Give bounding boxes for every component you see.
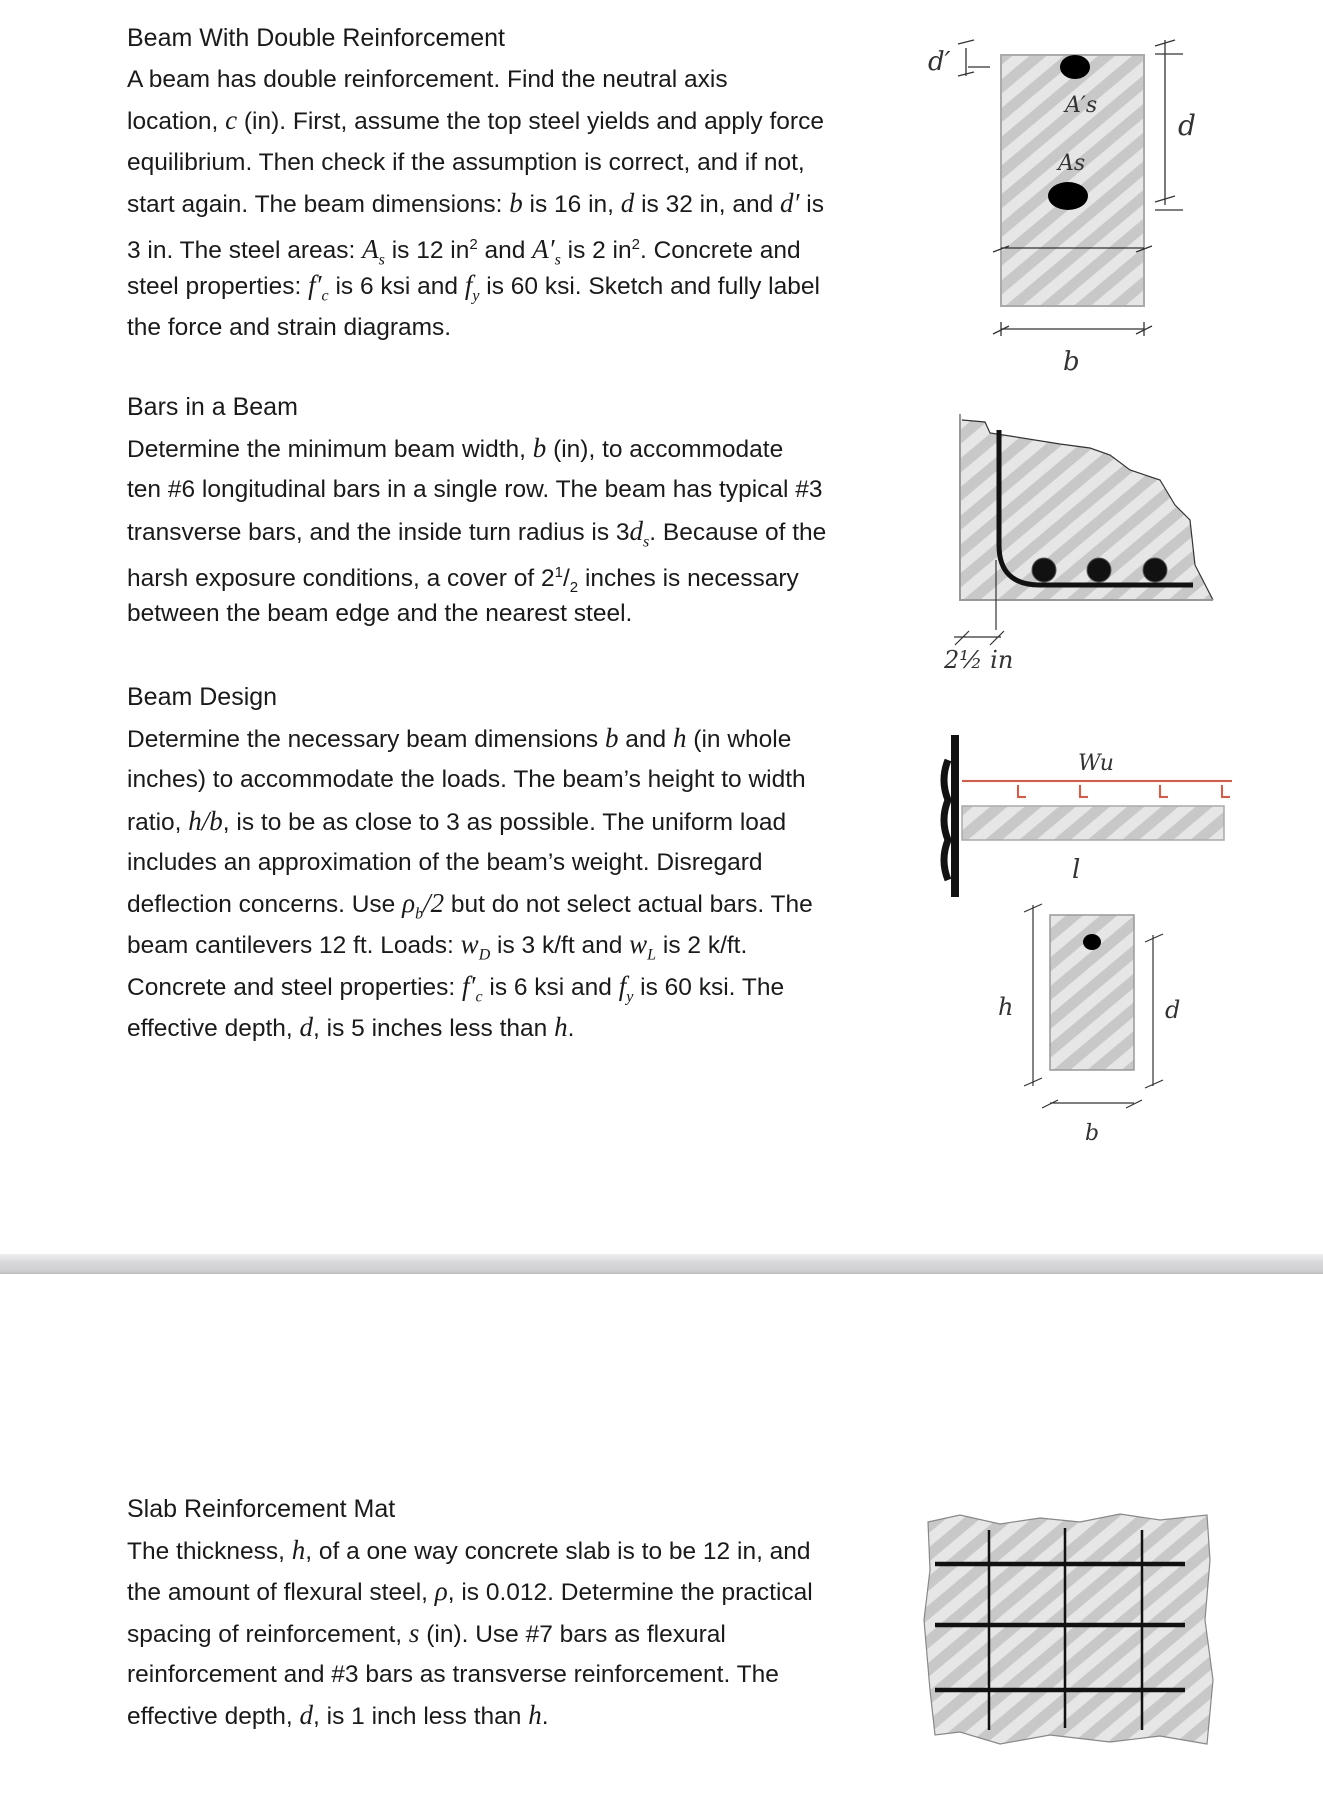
math-symbol: h [528,1700,542,1731]
problem-text-line: beam cantilevers 12 ft. Loads: $w_D$ is 3 k/ft and $w_L$ is 2 k/ft. [127,929,748,964]
problem-text-line: spacing of reinforcement, s (in). Use #7 bars as flexural [127,1617,726,1648]
math-symbol: h [291,1535,306,1565]
problem-text-line: start again. The beam dimensions: b is 16 in, d is 32 in, and d′ is [127,187,824,218]
problem-text-line: location, c (in). First, assume the top steel yields and apply force [127,105,824,136]
math-symbol: $f_y$ [618,970,634,1006]
problem-title: Bars in a Beam [127,393,298,421]
cover-label: 2½ in [944,646,1014,674]
math-symbol: $d_s$ [629,515,650,550]
math-symbol: h [672,723,687,753]
problem-text-line: A beam has double reinforcement. Find the neutral axis [127,66,728,93]
problem-text-line: ten #6 longitudinal bars in a single row. The beam has typical #3 [127,476,823,504]
math-symbol: ρ [434,1576,448,1607]
problem-text-line: inches) to accommodate the loads. The beam’s height to width [127,766,806,794]
math-symbol: b [509,187,523,218]
problem-title: Beam Design [127,683,278,711]
h-label: h [998,993,1014,1021]
math-symbol: /2 [423,888,445,919]
math-symbol: $w_L$ [629,929,657,964]
bars-in-beam-figure [943,414,1213,674]
math-symbol: $A'_s$ [532,234,561,269]
math-symbol: $f'_c$ [462,970,483,1006]
problem-title: Slab Reinforcement Mat [127,1495,396,1523]
math-symbol: $f_y$ [464,270,480,305]
problem-text-line: reinforcement and #3 bars as transverse reinforcement. The [127,1660,779,1688]
problem-text-line: between the beam edge and the nearest steel. [127,600,633,628]
problem-text-line: harsh exposure conditions, a cover of $2^1/_2$ inches is necessary [127,563,799,596]
b-label: b [1085,1121,1100,1146]
math-symbol: c [225,105,238,136]
problem-text-line: deflection concerns. Use $\rho_b/2$ but do not select actual bars. The [127,888,813,923]
math-symbol: s [408,1617,420,1648]
math-symbol: h/b [188,805,223,836]
math-symbol: b [604,723,619,753]
math-symbol: $A_s$ [362,234,385,269]
as-prime-label: A′s [1065,93,1098,118]
problem-text-line: Determine the minimum beam width, b (in), to accommodate [127,433,784,463]
problem-text-line: effective depth, d, is 1 inch less than h. [127,1700,549,1731]
problem-text-line: equilibrium. Then check if the assumption is correct, and if not, [127,148,805,176]
double-reinforced-section-figure [928,40,1196,377]
problem-text-line: Determine the necessary beam dimensions b and h (in whole [127,723,792,753]
problem-text-line: The thickness, h, of a one way concrete slab is to be 12 in, and [127,1535,811,1565]
problem-text-line: steel properties: $f'_c$ is 6 ksi and $f_y$ is 60 ksi. Sketch and fully label [127,270,820,305]
math-symbol: d [299,1012,314,1043]
math-symbol: d′ [780,187,800,218]
cantilever-figure [944,735,1232,1146]
problem-text-line: ratio, h/b, is to be as close to 3 as possible. The uniform load [127,805,787,836]
as-label: As [1058,151,1086,176]
problem-text-line: the force and strain diagrams. [127,313,452,341]
math-symbol: $f'_c$ [308,270,329,305]
problem-text-line: Concrete and steel properties: $f'_c$ is 6 ksi and $f_y$ is 60 ksi. The [127,970,785,1006]
wu-label: Wu [1078,751,1114,776]
problem-text-line: the amount of flexural steel, ρ, is 0.012. Determine the practical [127,1576,813,1607]
problem-text-line: 3 in. The steel areas: $A_s$ is 12 $in^2$ and $A'_s$ is 2 $in^2$. Concrete and [127,234,801,269]
problem-text-line: transverse bars, and the inside turn radius is $3d_s$. Because of the [127,515,827,550]
d-prime-label: d′ [928,47,951,77]
math-symbol: $\rho_b$ [402,888,424,923]
math-symbol: d [620,187,635,218]
d-label: d [1178,109,1196,142]
l-label: l [1072,855,1081,885]
slab-mat-figure [924,1514,1213,1744]
problem-text-line: includes an approximation of the beam’s weight. Disregard [127,848,763,876]
math-symbol: d [299,1700,314,1731]
math-symbol: b [532,433,547,463]
problem-title: Beam With Double Reinforcement [127,24,505,52]
b-label: b [1063,347,1080,377]
d-label: d [1165,996,1181,1024]
math-symbol: h [554,1012,568,1043]
problem-text-line: effective depth, d, is 5 inches less than h. [127,1012,575,1043]
math-symbol: $w_D$ [460,929,491,964]
